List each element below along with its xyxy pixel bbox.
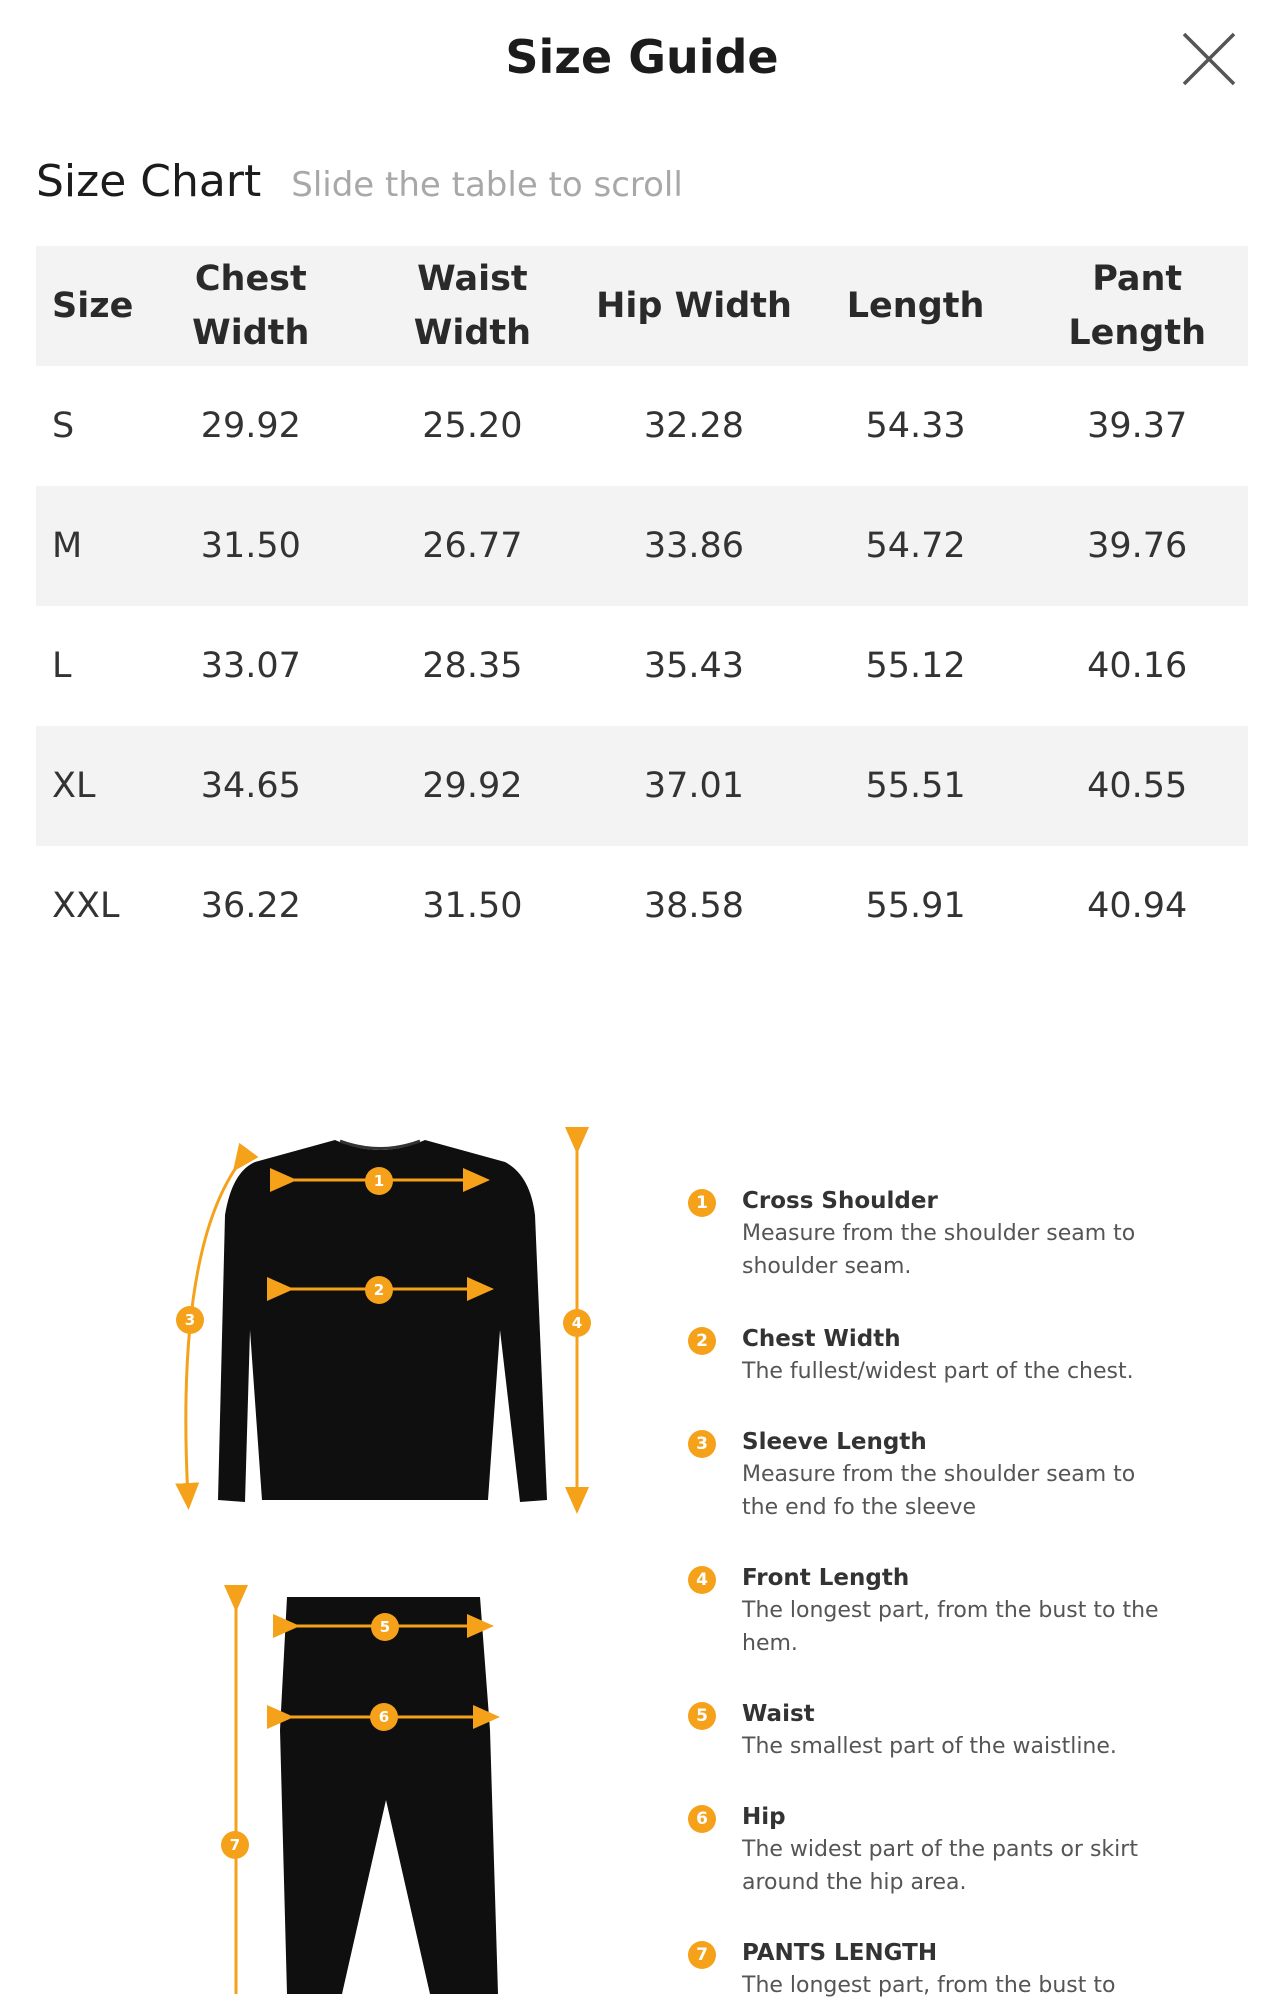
- legend-item: [688, 1801, 1168, 1899]
- table-cell: 54.72: [805, 486, 1027, 606]
- page-title: Size Guide: [505, 30, 779, 84]
- table-header-row: [36, 246, 1248, 366]
- legend-title: PANTS LENGTH: [742, 1940, 938, 1966]
- table-cell: 34.65: [140, 726, 362, 846]
- measurement-legend: [688, 1185, 1168, 2002]
- table-row: [36, 486, 1248, 606]
- table-row: [36, 366, 1248, 486]
- table-cell: 35.43: [643, 646, 745, 686]
- legend-description: Measure from the shoulder seam to shoulder seam.: [742, 1221, 1136, 1279]
- table-cell: 55.12: [865, 646, 966, 686]
- table-cell: XXL: [52, 886, 120, 926]
- legend-description: The longest part, from the bust to the hem.: [742, 1598, 1159, 1656]
- table-cell: 31.50: [422, 886, 523, 926]
- legend-title: Front Length: [742, 1565, 910, 1591]
- header: [0, 0, 1284, 118]
- legend-description: The longest part, from the bust to: [742, 1973, 1116, 1998]
- table-cell: 29.92: [362, 726, 584, 846]
- badge-7: 7: [229, 1836, 241, 1854]
- size-table[interactable]: [36, 246, 1248, 966]
- table-cell: 55.51: [805, 726, 1027, 846]
- column-header: Chest Width: [140, 246, 362, 366]
- table-cell: L: [52, 646, 72, 686]
- table-cell: 40.94: [1087, 886, 1188, 926]
- legend-number: 4: [688, 1566, 716, 1594]
- table-cell: 28.35: [422, 646, 523, 686]
- table-cell: XL: [36, 726, 140, 846]
- legend-description: Measure from the shoulder seam to the end fo the sleeve: [742, 1462, 1136, 1520]
- table-row: [36, 846, 1248, 966]
- pants-shape: [280, 1597, 498, 1994]
- legend-title: Hip: [742, 1804, 786, 1830]
- legend-title: Waist: [742, 1701, 815, 1727]
- column-header: Hip Width: [583, 246, 805, 366]
- legend-number: 2: [688, 1327, 716, 1355]
- close-icon: [1180, 30, 1238, 88]
- legend-item: [688, 1937, 1168, 2002]
- legend-number: 7: [688, 1941, 716, 1969]
- size-chart-title: Size Chart: [36, 156, 262, 207]
- legend-item: [688, 1562, 1168, 1660]
- legend-item: [688, 1698, 1168, 1763]
- legend-number: 1: [688, 1189, 716, 1217]
- legend-number: 3: [688, 1430, 716, 1458]
- badge-2: 2: [373, 1281, 385, 1299]
- legend-item: [688, 1185, 1168, 1283]
- table-cell: 25.20: [422, 406, 523, 446]
- table-cell: 32.28: [643, 406, 745, 446]
- table-cell: 39.37: [1087, 406, 1188, 446]
- table-row: [36, 726, 1248, 846]
- legend-title: Sleeve Length: [742, 1429, 927, 1455]
- legend-item: [688, 1426, 1168, 1524]
- close-button[interactable]: [1180, 30, 1238, 88]
- badge-6: 6: [378, 1708, 390, 1726]
- table-cell: 26.77: [362, 486, 584, 606]
- table-cell: 36.22: [200, 886, 301, 926]
- legend-description: The smallest part of the waistline.: [742, 1734, 1117, 1759]
- table-cell: 39.76: [1026, 486, 1248, 606]
- legend-description: The widest part of the pants or skirt around the hip area.: [742, 1837, 1138, 1895]
- table-cell: 55.91: [865, 886, 966, 926]
- table-cell: 37.01: [583, 726, 805, 846]
- legend-description: The fullest/widest part of the chest.: [742, 1359, 1134, 1384]
- scroll-hint: Slide the table to scroll: [291, 165, 683, 205]
- table-cell: 33.86: [583, 486, 805, 606]
- table-cell: 29.92: [200, 406, 301, 446]
- table-cell: 31.50: [140, 486, 362, 606]
- badge-3: 3: [184, 1311, 196, 1329]
- badge-1: 1: [373, 1172, 385, 1190]
- column-header: Waist Width: [362, 246, 584, 366]
- table-cell: 40.16: [1087, 646, 1188, 686]
- legend-item: [688, 1323, 1168, 1388]
- badge-4: 4: [571, 1314, 583, 1332]
- column-header: Size: [36, 246, 140, 366]
- table-cell: 38.58: [643, 886, 745, 926]
- table-cell: 33.07: [200, 646, 301, 686]
- legend-number: 5: [688, 1702, 716, 1730]
- badge-5: 5: [379, 1618, 391, 1636]
- size-chart-heading: [36, 156, 683, 207]
- legend-number: 6: [688, 1805, 716, 1833]
- legend-title: Cross Shoulder: [742, 1188, 938, 1214]
- legend-title: Chest Width: [742, 1326, 901, 1352]
- table-cell: 54.33: [865, 406, 966, 446]
- column-header: Pant Length: [1026, 246, 1248, 366]
- table-row: [36, 606, 1248, 726]
- table-cell: M: [36, 486, 140, 606]
- table-cell: S: [52, 406, 75, 446]
- table-cell: 40.55: [1026, 726, 1248, 846]
- column-header: Length: [805, 246, 1027, 366]
